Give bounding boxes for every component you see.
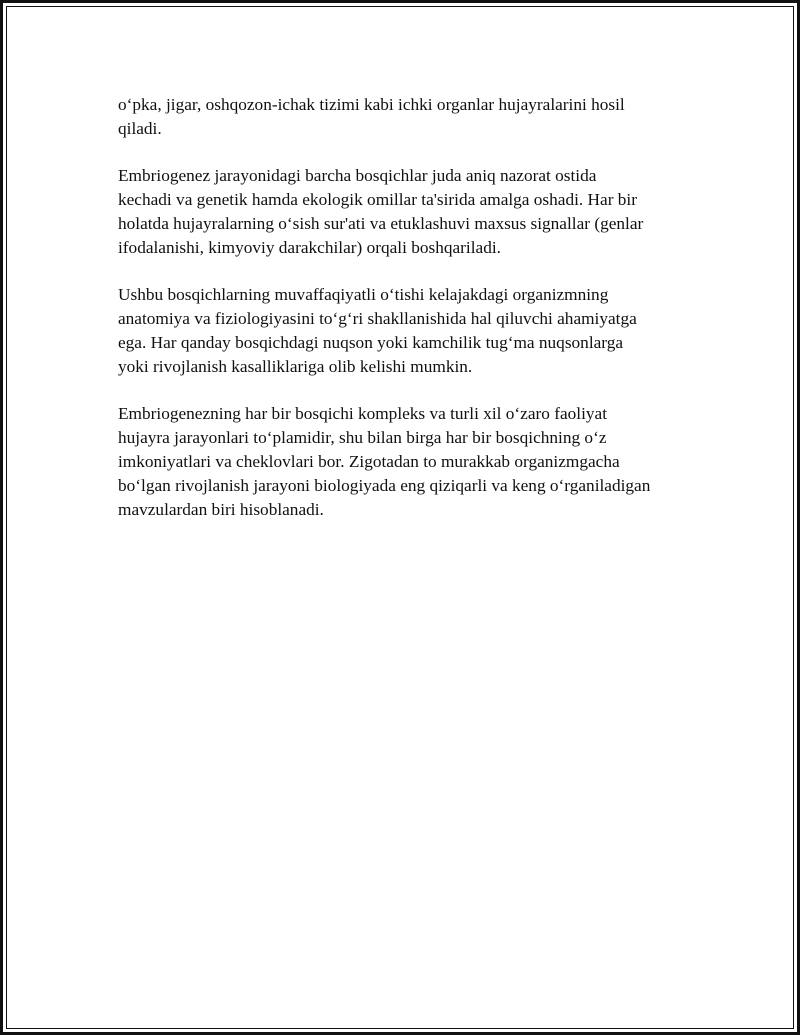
paragraph-3 (118, 283, 698, 379)
paragraph-1 (118, 93, 698, 141)
text-line: ega. Har qanday bosqichdagi nuqson yoki kamchilik tug‘ma nuqsonlarga (118, 333, 624, 352)
paragraph-4 (118, 402, 698, 522)
text-line: Embriogenez jarayonidagi barcha bosqichlar juda aniq nazorat ostida (118, 166, 597, 185)
text-line: bo‘lgan rivojlanish jarayoni biologiyada eng qiziqarli va keng o‘rganiladigan (118, 476, 651, 495)
text-line: qiladi. (118, 119, 162, 138)
text-line: imkoniyatlari va cheklovlari bor. Zigotadan to murakkab organizmgacha (118, 452, 620, 471)
paragraph-2 (118, 164, 698, 260)
text-line: o‘pka, jigar, oshqozon-ichak tizimi kabi ichki organlar hujayralarini hosil (118, 95, 625, 114)
text-line: ifodalanishi, kimyoviy darakchilar) orqali boshqariladi. (118, 238, 501, 257)
text-line: Embriogenezning har bir bosqichi kompleks va turli xil o‘zaro faoliyat (118, 404, 608, 423)
text-line: kechadi va genetik hamda ekologik omillar ta'sirida amalga oshadi. Har bir (118, 190, 637, 209)
text-line: mavzulardan biri hisoblanadi. (118, 500, 324, 519)
text-line: hujayra jarayonlari to‘plamidir, shu bilan birga har bir bosqichning o‘z (118, 428, 607, 447)
text-line: holatda hujayralarning o‘sish sur'ati va etuklashuvi maxsus signallar (genlar (118, 214, 644, 233)
text-line: yoki rivojlanish kasalliklariga olib kelishi mumkin. (118, 357, 473, 376)
text-line: Ushbu bosqichlarning muvaffaqiyatli o‘tishi kelajakdagi organizmning (118, 285, 609, 304)
document-body (118, 93, 698, 545)
text-line: anatomiya va fiziologiyasini to‘g‘ri shakllanishida hal qiluvchi ahamiyatga (118, 309, 637, 328)
